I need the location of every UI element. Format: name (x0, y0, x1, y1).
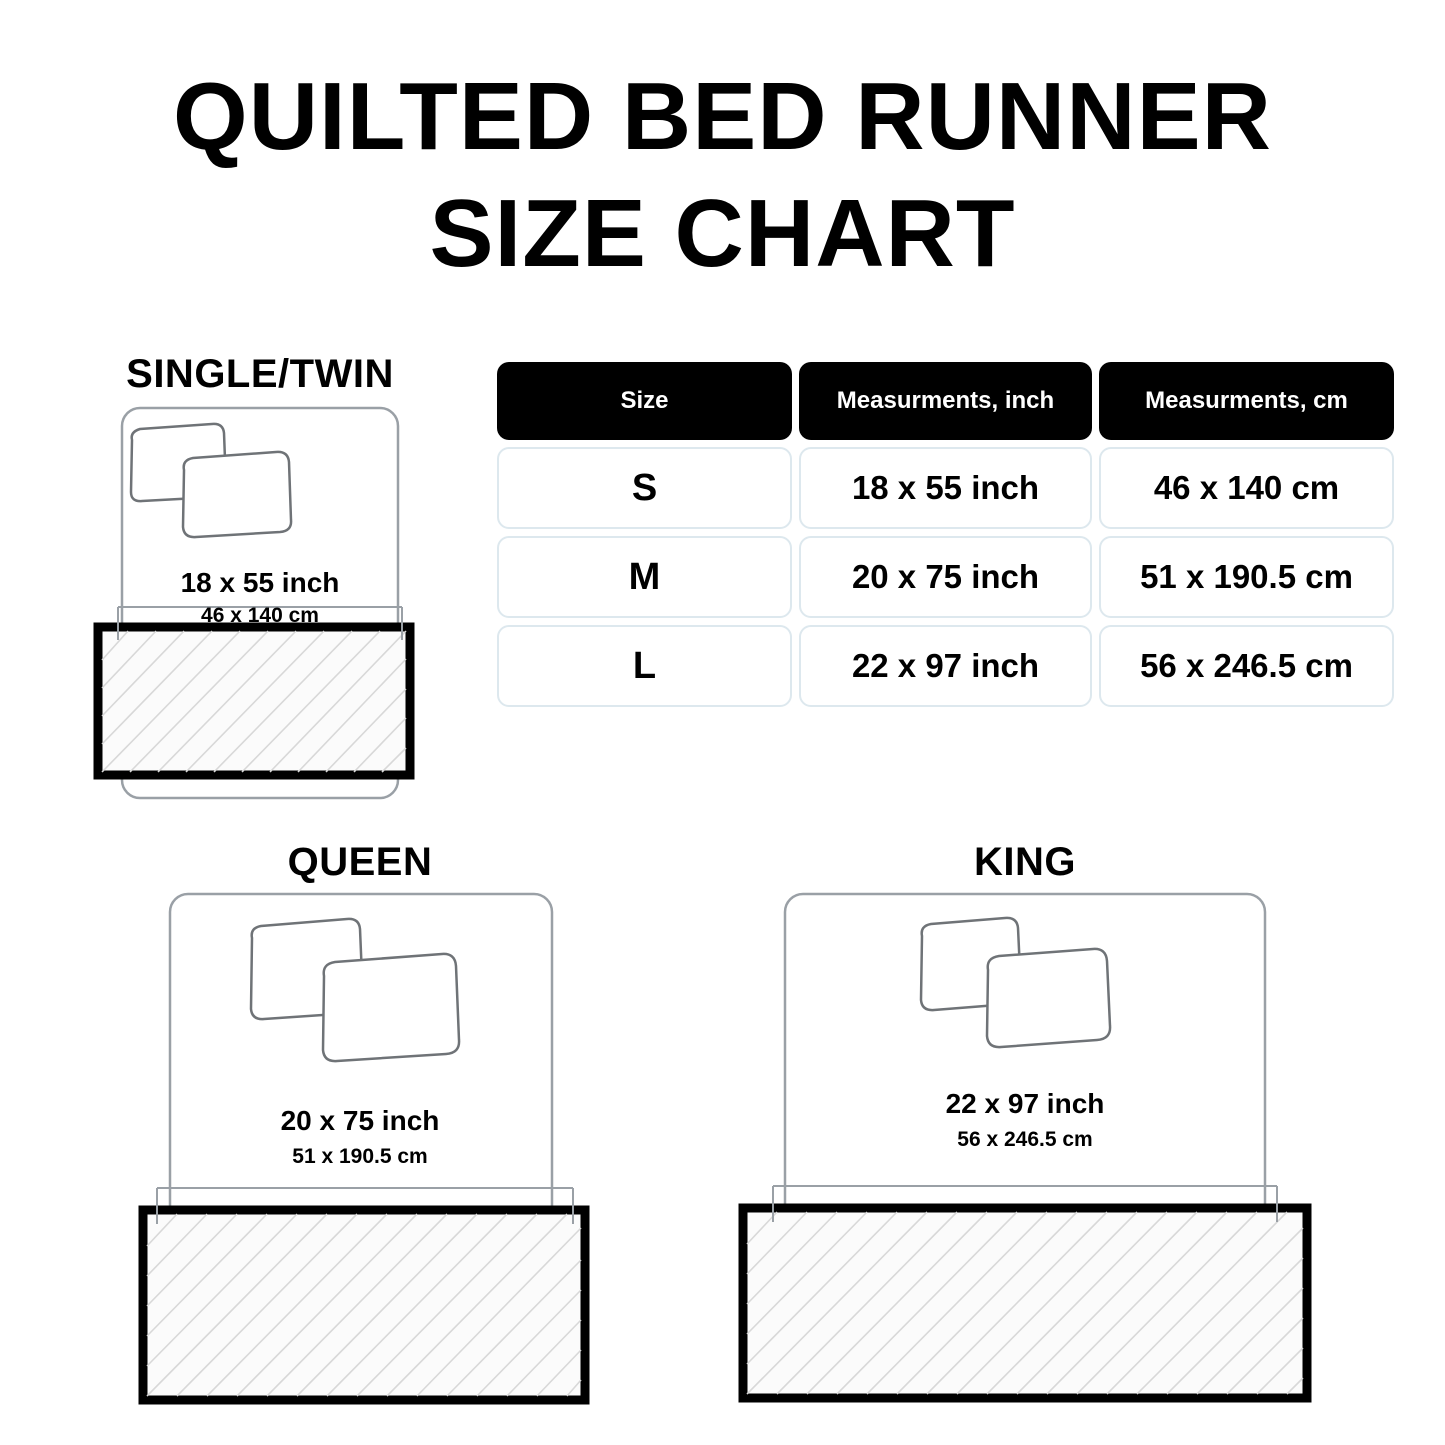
table-cell-inch: 18 x 55 inch (799, 447, 1092, 529)
table-cell-size: S (497, 447, 792, 529)
bed-illustration-king (735, 888, 1315, 1418)
table-cell-size: M (497, 536, 792, 618)
table-cell-cm: 46 x 140 cm (1099, 447, 1394, 529)
bed-label-queen: QUEEN (287, 840, 433, 884)
bed-diagram-queen (115, 840, 605, 1420)
bed-dimension-cm-single-twin: 46 x 140 cm (201, 604, 319, 627)
table-header-inch: Measurments, inch (799, 362, 1092, 440)
table-header-cm: Measurments, cm (1099, 362, 1394, 440)
bed-dimension-cm-king: 56 x 246.5 cm (957, 1128, 1093, 1151)
bed-dimension-inch-queen: 20 x 75 inch (280, 1105, 440, 1136)
table-cell-inch: 20 x 75 inch (799, 536, 1092, 618)
page-title-line-2: SIZE CHART (429, 180, 1016, 288)
table-header-size: Size (497, 362, 792, 440)
bed-diagram-single-twin (60, 352, 460, 822)
page-title (0, 58, 1445, 292)
table-header-row (497, 362, 1397, 440)
size-table (497, 362, 1397, 714)
table-row (497, 447, 1397, 529)
bed-dimension-inch-king: 22 x 97 inch (945, 1088, 1105, 1119)
bed-dimension-cm-queen: 51 x 190.5 cm (292, 1145, 428, 1168)
table-cell-inch: 22 x 97 inch (799, 625, 1092, 707)
table-cell-size: L (497, 625, 792, 707)
table-cell-cm: 51 x 190.5 cm (1099, 536, 1394, 618)
bed-label-king: KING (974, 840, 1076, 884)
bed-diagram-king (735, 840, 1315, 1420)
bed-label-single-twin: SINGLE/TWIN (126, 352, 394, 396)
page-title-line-1: QUILTED BED RUNNER (173, 63, 1272, 170)
table-row (497, 536, 1397, 618)
table-cell-cm: 56 x 246.5 cm (1099, 625, 1394, 707)
table-row (497, 625, 1397, 707)
bed-dimension-inch-single-twin: 18 x 55 inch (180, 567, 340, 598)
